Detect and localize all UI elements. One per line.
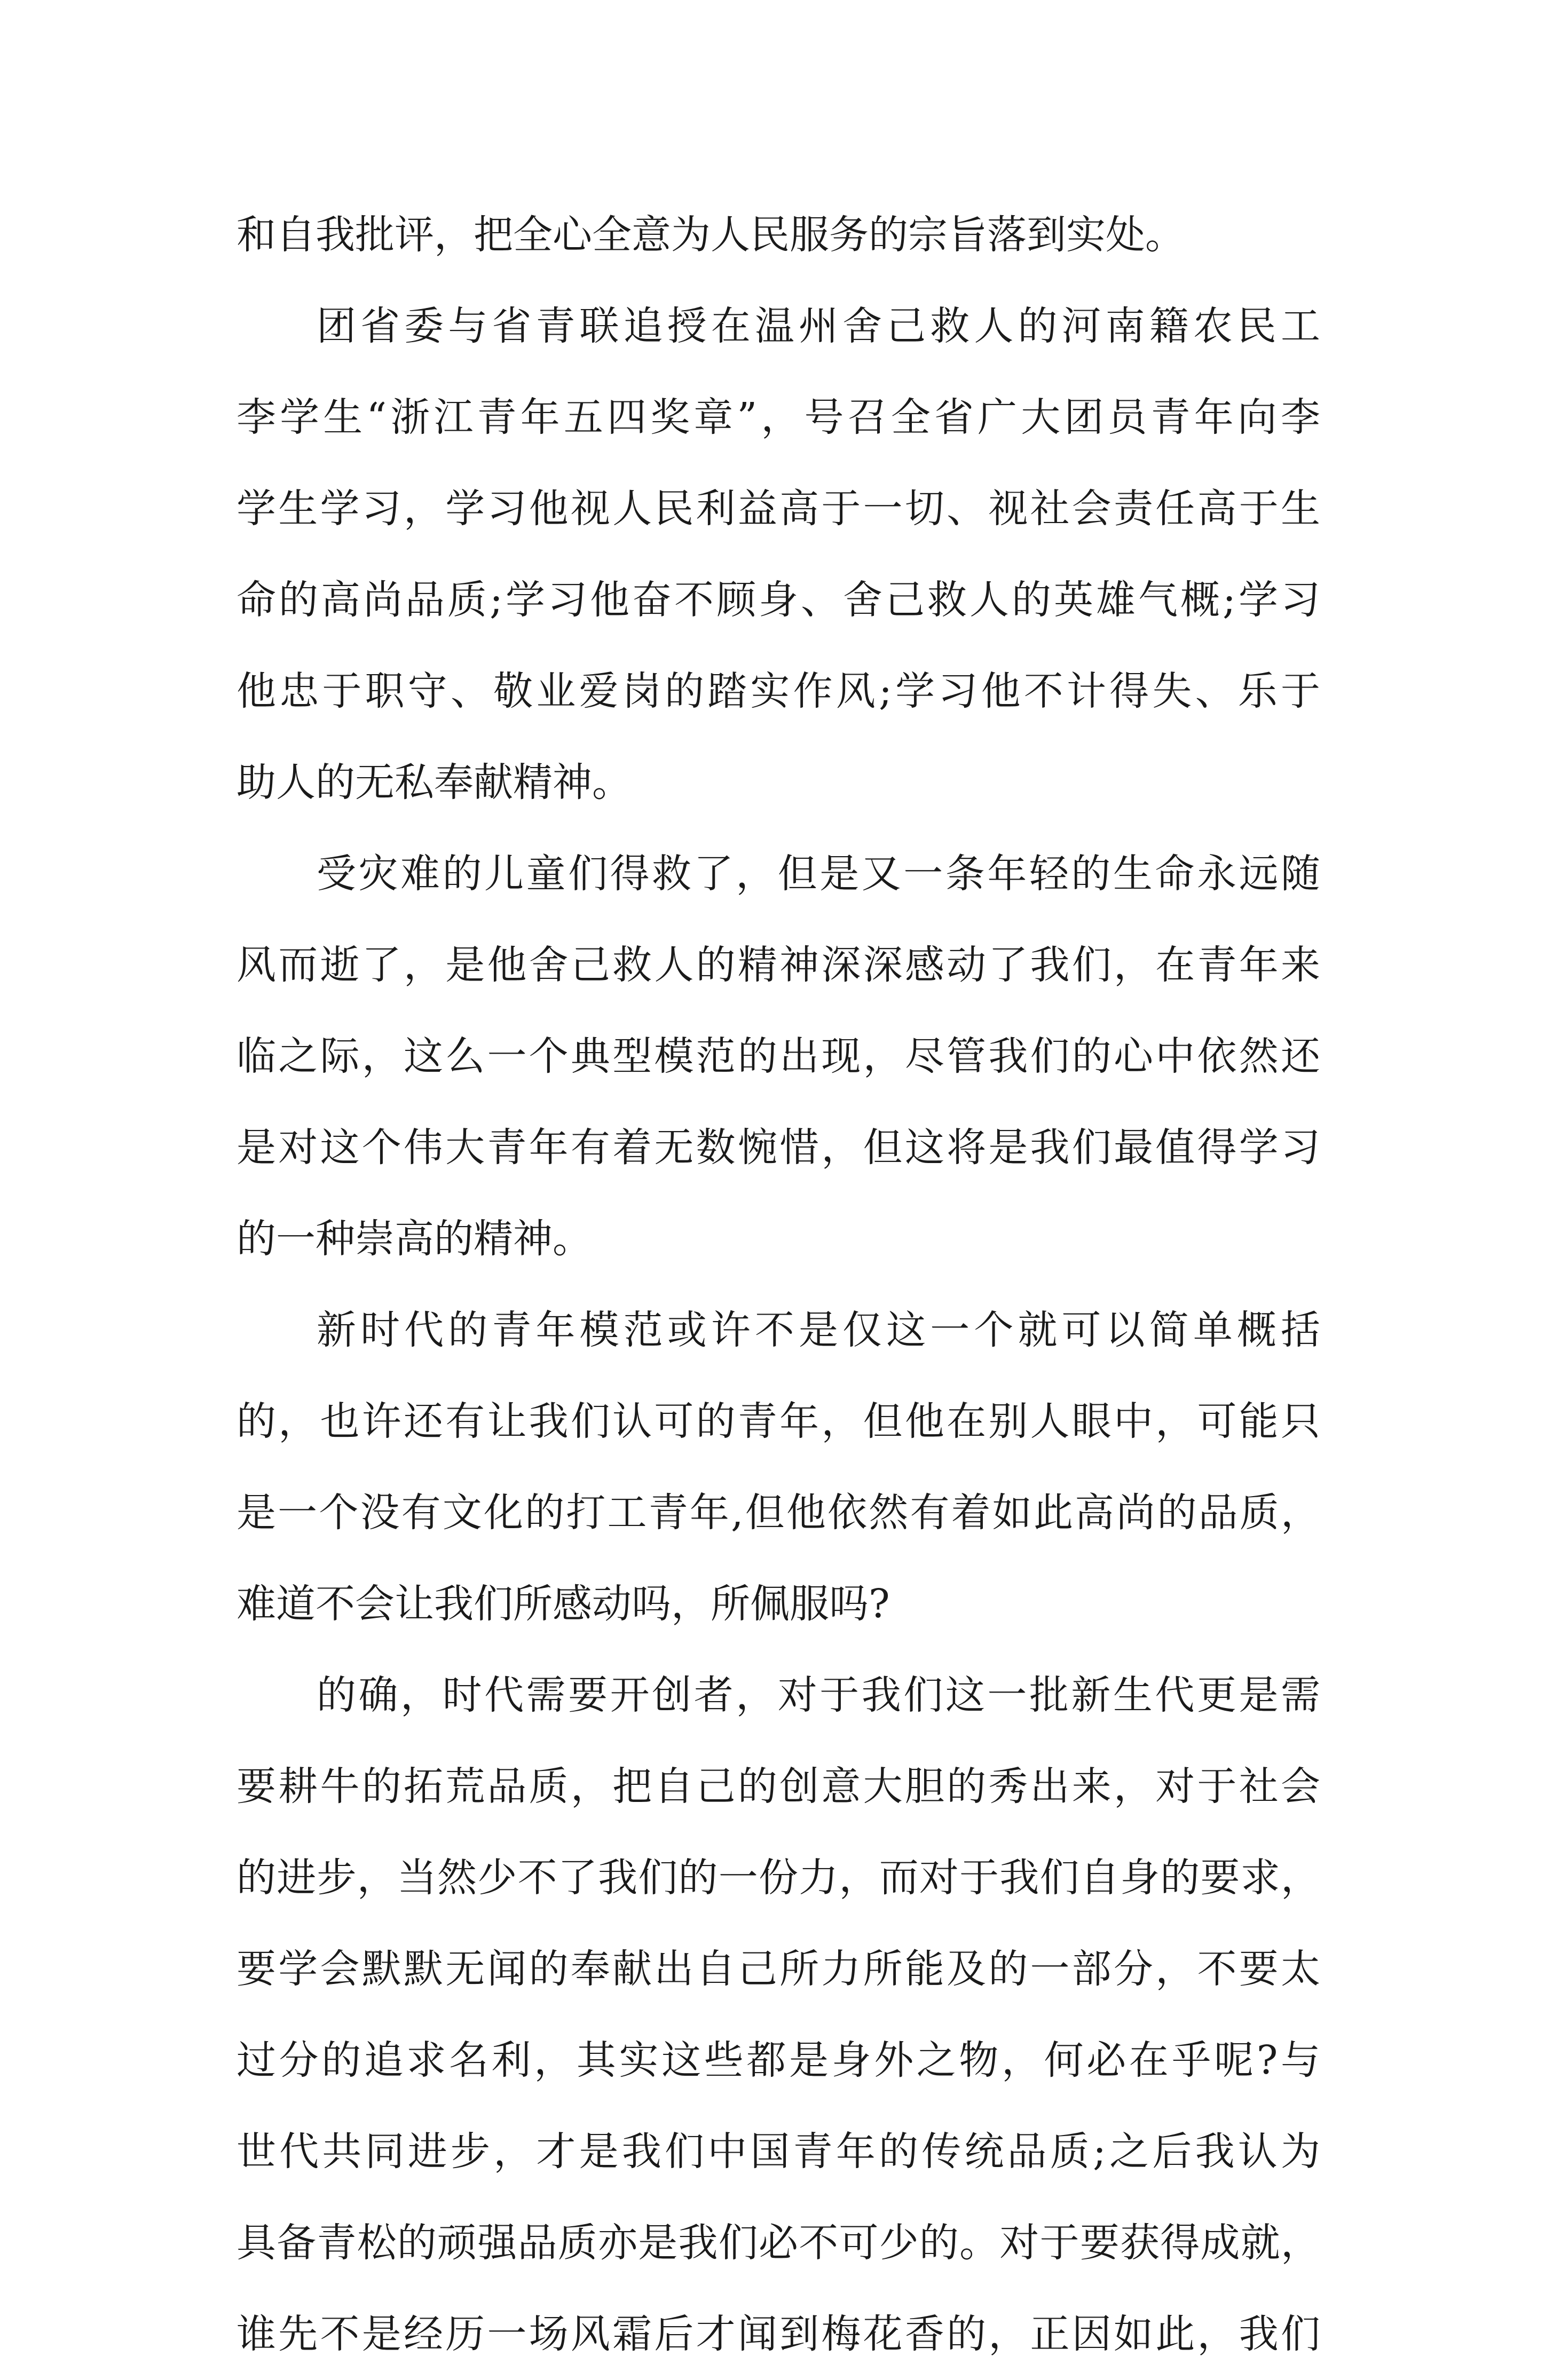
text-line: 风而逝了，是他舍己救人的精神深深感动了我们，在青年来 (237, 942, 1320, 988)
text-line: 的一种崇高的精神。 (237, 1216, 592, 1262)
text-line: 和自我批评，把全心全意为人民服务的宗旨落到实处。 (237, 212, 1185, 258)
text-line: 李学生“浙江青年五四奖章”，号召全省广大团员青年向李 (237, 394, 1320, 440)
text-line: 助人的无私奉献精神。 (237, 760, 632, 805)
text-line: 学生学习，学习他视人民利益高于一切、视社会责任高于生 (237, 486, 1320, 532)
text-line: 要耕牛的拓荒品质，把自己的创意大胆的秀出来，对于社会 (237, 1764, 1320, 1809)
text-line: 难道不会让我们所感动吗，所佩服吗? (237, 1581, 890, 1627)
paragraph-first-line: 新时代的青年模范或许不是仅这一个就可以简单概括 (317, 1307, 1320, 1353)
text-line: 命的高尚品质;学习他奋不顾身、舍己救人的英雄气概;学习 (237, 577, 1320, 623)
paragraph-first-line: 受灾难的儿童们得救了，但是又一条年轻的生命永远随 (317, 851, 1320, 897)
text-line: 是一个没有文化的打工青年,但他依然有着如此高尚的品质， (237, 1490, 1320, 1536)
text-line: 具备青松的顽强品质亦是我们必不可少的。对于要获得成就， (237, 2220, 1320, 2266)
text-line: 要学会默默无闻的奉献出自己所力所能及的一部分，不要太 (237, 1946, 1320, 1992)
text-line: 他忠于职守、敬业爱岗的踏实作风;学习他不计得失、乐于 (237, 668, 1320, 714)
text-line: 是对这个伟大青年有着无数惋惜，但这将是我们最值得学习 (237, 1125, 1320, 1171)
paragraph-first-line: 团省委与省青联追授在温州舍己救人的河南籍农民工 (317, 303, 1320, 349)
text-line: 临之际，这么一个典型模范的出现，尽管我们的心中依然还 (237, 1033, 1320, 1079)
text-line: 的，也许还有让我们认可的青年，但他在别人眼中，可能只 (237, 1398, 1320, 1444)
text-line: 过分的追求名利，其实这些都是身外之物，何必在乎呢?与 (237, 2037, 1320, 2083)
paragraph-first-line: 的确，时代需要开创者，对于我们这一批新生代更是需 (317, 1672, 1320, 1718)
text-line: 世代共同进步，才是我们中国青年的传统品质;之后我认为 (237, 2129, 1320, 2175)
text-line: 的进步，当然少不了我们的一份力，而对于我们自身的要求， (237, 1855, 1320, 1901)
document-page (237, 189, 1320, 2380)
text-line: 谁先不是经历一场风霜后才闻到梅花香的，正因如此，我们 (237, 2311, 1320, 2357)
